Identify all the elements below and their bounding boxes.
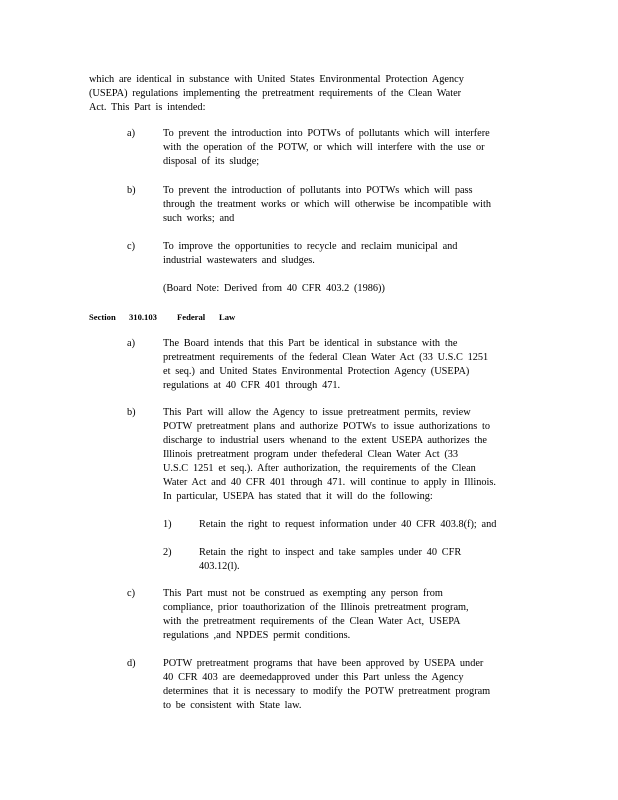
board-note-text: (Board Note: Derived from 40 CFR 403.2 (1986))	[163, 283, 385, 294]
intro-paragraph	[89, 73, 464, 115]
text-line: To prevent the introduction of pollutants into POTWs which will pass	[163, 185, 473, 196]
purpose-a-label: a)	[127, 128, 135, 139]
text-line: to be consistent with State law.	[163, 700, 302, 711]
subitem-1-text	[199, 518, 496, 532]
text-line: This Part must not be construed as exempting any person from	[163, 588, 443, 599]
clause-d-label: d)	[127, 658, 136, 669]
text-line: POTW pretreatment plans and authorize POTWs to issue authorizations to	[163, 421, 491, 432]
subitem-1-label: 1)	[163, 519, 172, 530]
text-line: POTW pretreatment programs that have been approved by USEPA under	[163, 658, 484, 669]
clause-b-text	[163, 406, 496, 504]
intro-line: which are identical in substance with United States Environmental Protection Agency	[89, 74, 464, 85]
clause-a-label: a)	[127, 338, 135, 349]
text-line: 40 CFR 403 are deemedapproved under this Part unless the Agency	[163, 672, 464, 683]
text-line: 403.12(l).	[199, 561, 240, 572]
text-line: U.S.C 1251 et seq.). After authorization, the requirements of the Clean	[163, 463, 476, 474]
text-line: To improve the opportunities to recycle and reclaim municipal and	[163, 241, 458, 252]
subitem-2-label: 2)	[163, 547, 172, 558]
intro-line: (USEPA) regulations implementing the pretreatment requirements of the Clean Water	[89, 88, 462, 99]
text-line: discharge to industrial users whenand to the extent USEPA authorizes the	[163, 435, 487, 446]
section-number: 310.103	[129, 312, 157, 322]
subitem-2-text	[199, 546, 461, 574]
intro-line: Act. This Part is intended:	[89, 102, 206, 113]
text-line: In particular, USEPA has stated that it will do the following:	[163, 491, 433, 502]
section-title-word: Federal	[177, 312, 206, 322]
board-note	[163, 282, 385, 296]
clause-a-text	[163, 337, 488, 393]
text-line: determines that it is necessary to modify the POTW pretreatment program	[163, 686, 491, 697]
text-line: This Part will allow the Agency to issue pretreatment permits, review	[163, 407, 471, 418]
purpose-a-text	[163, 127, 490, 169]
purpose-b-label: b)	[127, 185, 136, 196]
text-line: industrial wastewaters and sludges.	[163, 255, 315, 266]
purpose-c-label: c)	[127, 241, 135, 252]
clause-c-text	[163, 587, 469, 643]
text-line: Water Act and 40 CFR 401 through 471. will continue to apply in Illinois.	[163, 477, 496, 488]
clause-c-label: c)	[127, 588, 135, 599]
text-line: Illinois pretreatment program under thefederal Clean Water Act (33	[163, 449, 459, 460]
text-line: The Board intends that this Part be identical in substance with the	[163, 338, 458, 349]
text-line: pretreatment requirements of the federal Clean Water Act (33 U.S.C 1251	[163, 352, 489, 363]
text-line: et seq.) and United States Environmental Protection Agency (USEPA)	[163, 366, 470, 377]
text-line: such works; and	[163, 213, 235, 224]
purpose-c-text	[163, 240, 457, 268]
purpose-b-text	[163, 184, 491, 226]
text-line: through the treatment works or which will otherwise be incompatible with	[163, 199, 491, 210]
clause-b-label: b)	[127, 407, 136, 418]
section-prefix: Section	[89, 312, 116, 322]
section-title-word: Law	[219, 312, 236, 322]
clause-d-text	[163, 657, 490, 713]
text-line: disposal of its sludge;	[163, 156, 260, 167]
text-line: regulations ,and NPDES permit conditions.	[163, 630, 351, 641]
text-line: with the pretreatment requirements of the Clean Water Act, USEPA	[163, 616, 461, 627]
text-line: regulations at 40 CFR 401 through 471.	[163, 380, 341, 391]
section-heading	[89, 311, 389, 323]
text-line: Retain the right to request information under 40 CFR 403.8(f); and	[199, 519, 497, 530]
text-line: To prevent the introduction into POTWs of pollutants which will interfere	[163, 128, 490, 139]
text-line: compliance, prior toauthorization of the Illinois pretreatment program,	[163, 602, 469, 613]
text-line: Retain the right to inspect and take samples under 40 CFR	[199, 547, 462, 558]
text-line: with the operation of the POTW, or which will interfere with the use or	[163, 142, 485, 153]
